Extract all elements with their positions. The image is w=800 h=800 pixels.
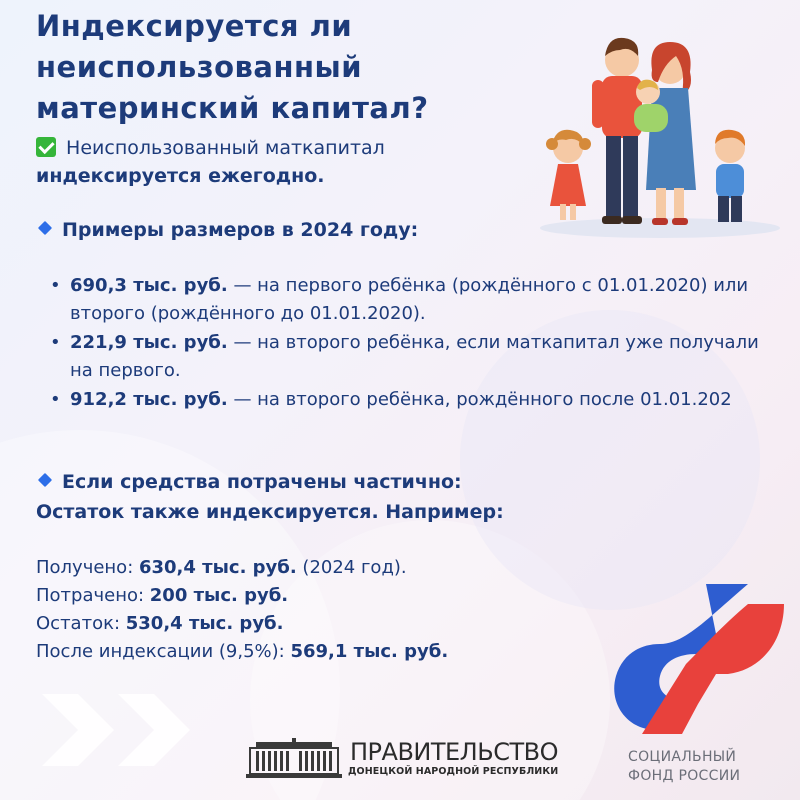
intro-text: Неиспользованный маткапитал — [66, 137, 385, 159]
blue-diamond-icon — [38, 473, 52, 487]
sfr-line-2: ФОНД РОССИИ — [628, 768, 741, 784]
calc-label: После индексации (9,5%): — [36, 641, 291, 662]
calc-label: Остаток: — [36, 613, 126, 634]
calc-indexed — [36, 638, 448, 666]
check-mark-icon — [36, 137, 56, 157]
title-line-1: Индексируется ли — [36, 9, 353, 43]
family-illustration — [530, 20, 780, 240]
list-item — [50, 329, 780, 385]
social-fund-logo-icon — [598, 580, 788, 740]
double-chevron-icon — [38, 690, 238, 770]
calc-note: (2024 год). — [296, 557, 407, 578]
calc-label: Потрачено: — [36, 585, 150, 606]
calc-value: 569,1 тыс. руб. — [290, 641, 449, 662]
title-line-3: материнский капитал? — [36, 91, 429, 125]
amount: 912,2 тыс. руб. — [70, 389, 228, 410]
partial-heading-text: Если средства потрачены частично: — [62, 471, 462, 493]
gov-subtitle: ДОНЕЦКОЙ НАРОДНОЙ РЕСПУБЛИКИ — [348, 766, 559, 777]
calc-value: 200 тыс. руб. — [149, 585, 289, 606]
partial-subheading: Остаток также индексируется. Например: — [36, 501, 504, 523]
intro-line — [36, 134, 385, 162]
social-fund-title — [628, 748, 740, 786]
calc-label: Получено: — [36, 557, 139, 578]
calc-value: 630,4 тыс. руб. — [138, 557, 297, 578]
examples-heading — [36, 216, 418, 244]
item-text: — на второго ребёнка, рождённого после 01.01.202 — [227, 389, 732, 410]
title-line-2: неиспользованный — [36, 50, 363, 84]
partial-heading — [36, 468, 462, 496]
calc-value: 530,4 тыс. руб. — [125, 613, 284, 634]
calc-received — [36, 554, 448, 582]
calc-spent — [36, 582, 448, 610]
examples-heading-text: Примеры размеров в 2024 году: — [62, 219, 419, 241]
amount: 690,3 тыс. руб. — [70, 275, 228, 296]
sfr-line-1: СОЦИАЛЬНЫЙ — [628, 749, 737, 765]
intro-bold: индексируется ежегодно. — [36, 165, 325, 187]
item-text: — на первого ребёнка (рождённого с 01.01.2020) или второго (рождённого до 01.01.2020). — [70, 275, 749, 324]
list-item — [50, 386, 780, 414]
list-item — [50, 272, 780, 328]
government-building-icon — [246, 738, 342, 780]
calc-rest — [36, 610, 448, 638]
blue-diamond-icon — [38, 221, 52, 235]
government-logo — [246, 738, 576, 782]
item-text: — на второго ребёнка, если маткапитал уже получали на первого. — [70, 332, 759, 381]
calculation-block — [36, 554, 448, 666]
examples-list — [50, 272, 780, 415]
page-title — [36, 6, 516, 129]
amount: 221,9 тыс. руб. — [70, 332, 228, 353]
gov-title: ПРАВИТЕЛЬСТВО — [350, 738, 558, 766]
